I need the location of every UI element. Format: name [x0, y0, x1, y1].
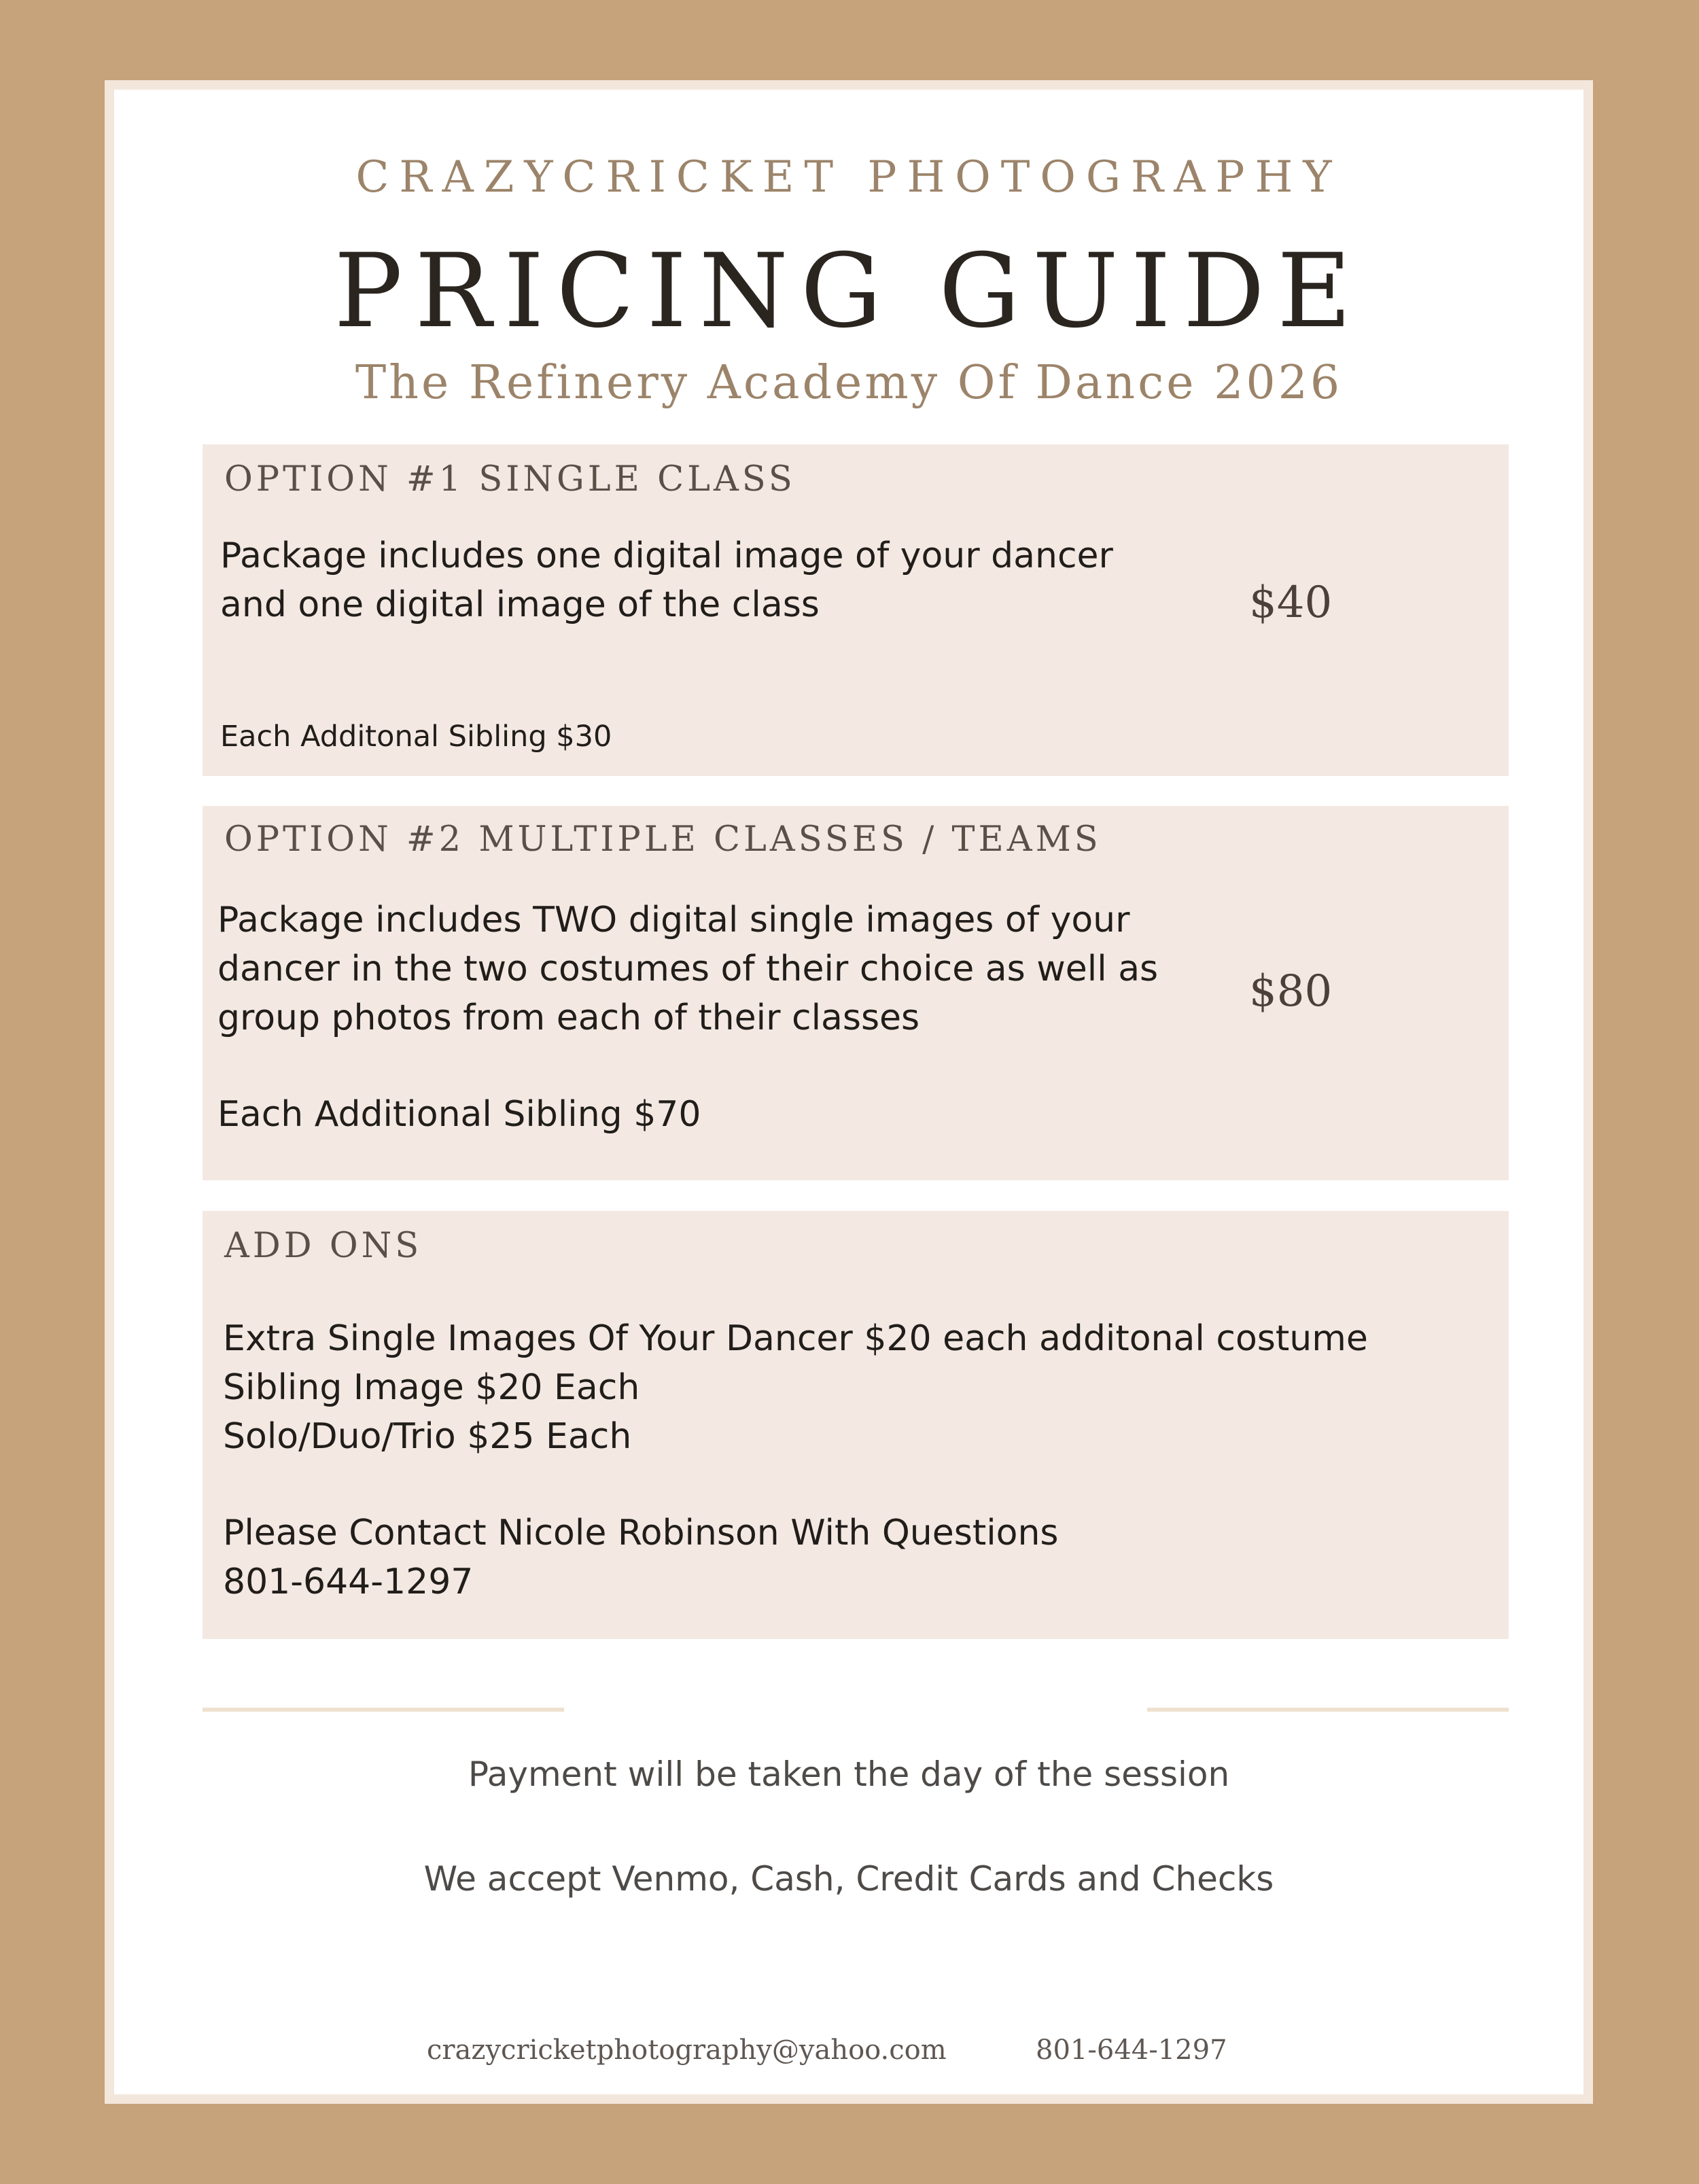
option-1-panel — [203, 444, 1509, 776]
add-ons-heading: ADD ONS — [224, 1226, 423, 1266]
option-2-description: Package includes TWO digital single images of your dancer in the two costumes of their choice as well as group photos from each of their classes — [217, 900, 1159, 1038]
page-title: PRICING GUIDE — [334, 232, 1364, 351]
contact-email[interactable]: crazycricketphotography@yahoo.com — [427, 2035, 947, 2066]
option-1-heading: OPTION #1 SINGLE CLASS — [224, 459, 796, 499]
option-2-price: $80 — [1249, 966, 1333, 1017]
option-1-description: Package includes one digital image of your dancer and one digital image of the class — [220, 535, 1113, 625]
add-ons-panel — [203, 1211, 1509, 1639]
payment-methods-note: We accept Venmo, Cash, Credit Cards and Checks — [423, 1859, 1274, 1899]
divider-right — [1147, 1708, 1509, 1712]
pricing-sheet — [114, 90, 1583, 2094]
option-1-sibling-price: Each Additonal Sibling $30 — [220, 720, 612, 754]
add-ons-list: Extra Single Images Of Your Dancer $20 each additonal costume Sibling Image $20 Each Solo/Duo/Trio $25 Each — [223, 1318, 1368, 1457]
option-1-price: $40 — [1249, 578, 1333, 628]
option-2-heading: OPTION #2 MULTIPLE CLASSES / TEAMS — [224, 820, 1102, 860]
brand-name: CRAZYCRICKET PHOTOGRAPHY — [355, 152, 1342, 202]
divider-left — [203, 1708, 564, 1712]
option-2-panel — [203, 806, 1509, 1180]
payment-note: Payment will be taken the day of the session — [468, 1755, 1230, 1794]
contact-phone[interactable]: 801-644-1297 — [1036, 2035, 1227, 2066]
page-subtitle: The Refinery Academy Of Dance 2026 — [355, 356, 1343, 410]
add-ons-contact: Please Contact Nicole Robinson With Questions 801-644-1297 — [223, 1513, 1059, 1602]
option-2-sibling-price: Each Additional Sibling $70 — [217, 1094, 701, 1135]
page-border — [105, 80, 1593, 2104]
